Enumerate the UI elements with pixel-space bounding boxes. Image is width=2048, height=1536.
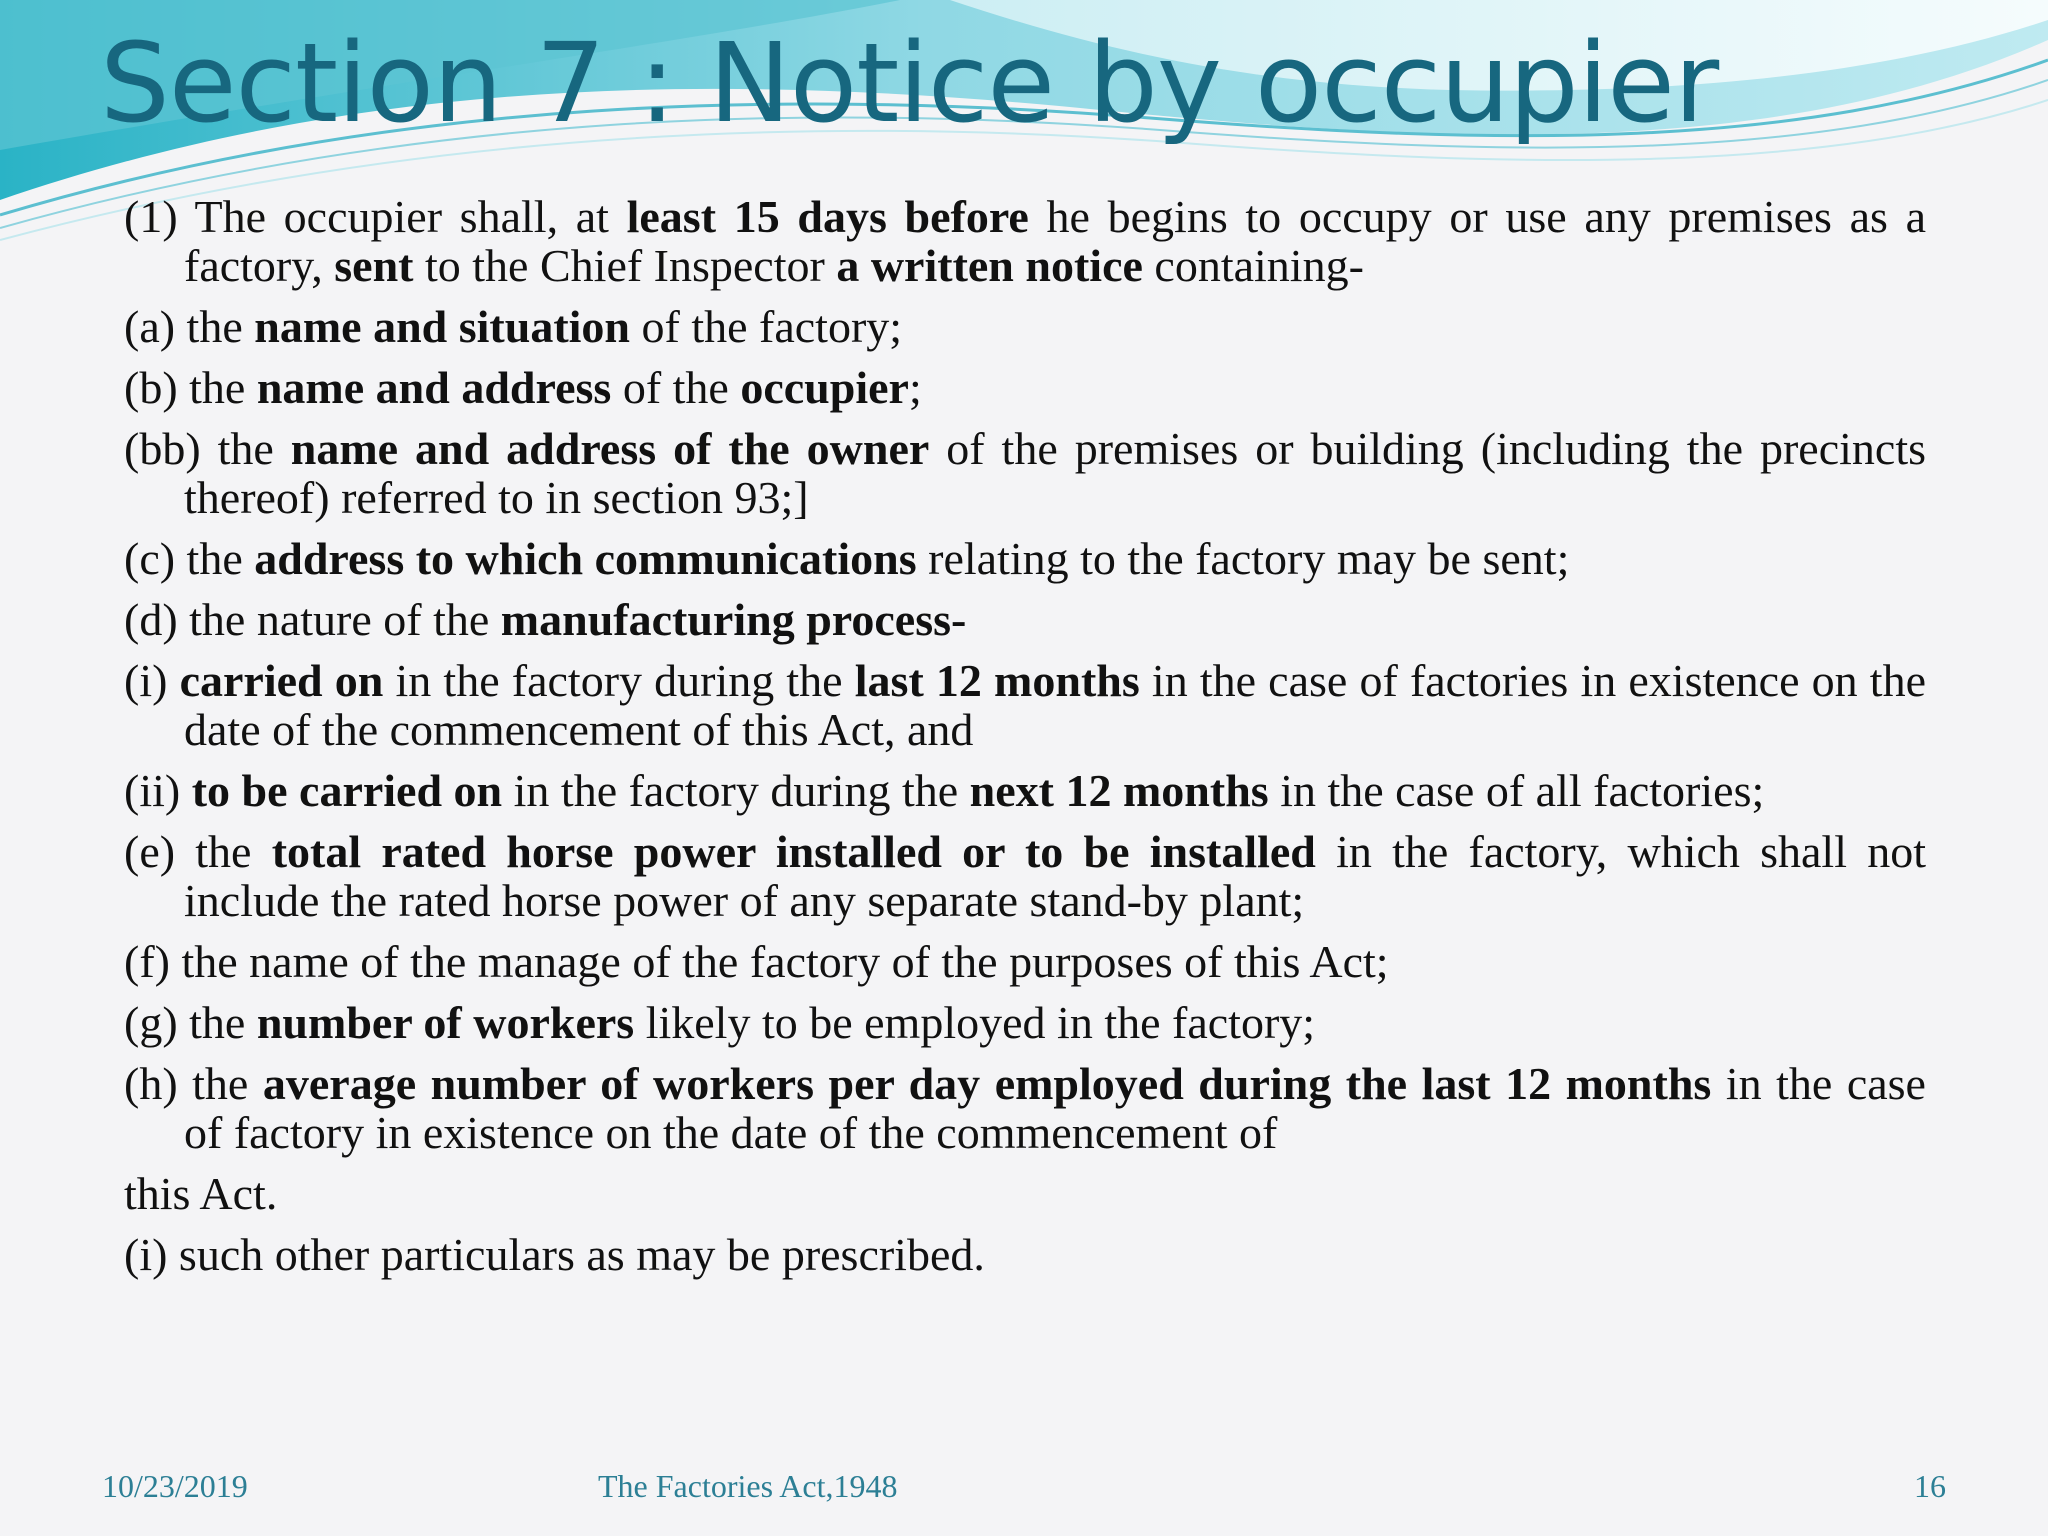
clause-paragraph — [124, 998, 1926, 1047]
clause-paragraph — [124, 827, 1926, 925]
clause-paragraph — [124, 192, 1926, 290]
text-segment: (b) the — [124, 362, 257, 413]
text-segment: in the case of all factories; — [1268, 765, 1765, 816]
text-segment: of the — [611, 362, 741, 413]
clause-paragraph — [124, 595, 1926, 644]
text-segment: he begins to occupy or use any premises as a factory, — [184, 191, 1927, 291]
text-segment: (c) the — [124, 533, 255, 584]
bold-text: manufacturing process- — [500, 594, 967, 645]
clause-paragraph — [124, 363, 1926, 412]
text-segment: (g) the — [124, 997, 257, 1048]
clause-paragraph — [124, 302, 1926, 351]
text-segment: in the case of factories in existence on the date of the commencement of this Act, and — [184, 655, 1926, 755]
text-segment: in the case of factory in existence on the date of the commencement of — [184, 1058, 1926, 1158]
footer-date: 10/23/2019 — [102, 1468, 248, 1504]
bold-text: a written notice — [836, 240, 1143, 291]
bold-text: name and address of the owner — [290, 423, 930, 474]
text-segment: (e) the — [124, 826, 272, 877]
clause-paragraph — [124, 766, 1926, 815]
bold-text: next 12 months — [969, 765, 1269, 816]
text-segment: likely to be employed in the factory; — [634, 997, 1316, 1048]
text-segment: to the Chief Inspector — [413, 240, 837, 291]
text-segment: (h) the — [124, 1058, 263, 1109]
text-segment: of the factory; — [630, 301, 903, 352]
text-segment: relating to the factory may be sent; — [916, 533, 1570, 584]
text-segment: (d) the nature of the — [124, 594, 501, 645]
footer-title: The Factories Act,1948 — [598, 1468, 898, 1504]
bold-text: number of workers — [256, 997, 635, 1048]
text-segment: (ii) — [124, 765, 192, 816]
slide-body — [124, 192, 1926, 1291]
clause-paragraph — [124, 1059, 1926, 1157]
bold-text: name and situation — [254, 301, 631, 352]
text-segment: (i) — [124, 655, 180, 706]
text-segment: in the factory during the — [502, 765, 970, 816]
clause-paragraph — [124, 534, 1926, 583]
text-segment: (f) the name of the manage of the factory of the purposes of this Act; — [124, 936, 1389, 987]
bold-text: last 12 months — [854, 655, 1140, 706]
bold-text: address to which communications — [254, 533, 917, 584]
clause-paragraph — [124, 1169, 1926, 1218]
text-segment: (a) the — [124, 301, 255, 352]
clause-paragraph — [124, 1230, 1926, 1279]
bold-text: average number of workers per day employed during the last 12 months — [262, 1058, 1712, 1109]
text-segment: (i) such other particulars as may be prescribed. — [124, 1229, 985, 1280]
clause-paragraph — [124, 937, 1926, 986]
clause-paragraph — [124, 656, 1926, 754]
bold-text: name and address — [256, 362, 612, 413]
text-segment: (bb) the — [124, 423, 291, 474]
text-segment: this Act. — [124, 1168, 278, 1219]
bold-text: sent — [334, 240, 414, 291]
text-segment: ; — [908, 362, 922, 413]
bold-text: to be carried on — [191, 765, 503, 816]
bold-text: occupier — [740, 362, 909, 413]
text-segment: of the premises or building (including the precincts thereof) referred to in section 93;] — [184, 423, 1926, 523]
text-segment: in the factory, which shall not include the rated horse power of any separate stand-by plant; — [184, 826, 1926, 926]
footer-page-number: 16 — [1914, 1468, 1946, 1504]
bold-text: total rated horse power installed or to be installed — [271, 826, 1316, 877]
text-segment: containing- — [1142, 240, 1364, 291]
bold-text: least 15 days before — [626, 191, 1029, 242]
text-segment: in the factory during the — [383, 655, 855, 706]
slide-title: Section 7 : Notice by occupier — [100, 19, 1719, 147]
bold-text: carried on — [179, 655, 384, 706]
text-segment: (1) The occupier shall, at — [124, 191, 627, 242]
clause-paragraph — [124, 424, 1926, 522]
